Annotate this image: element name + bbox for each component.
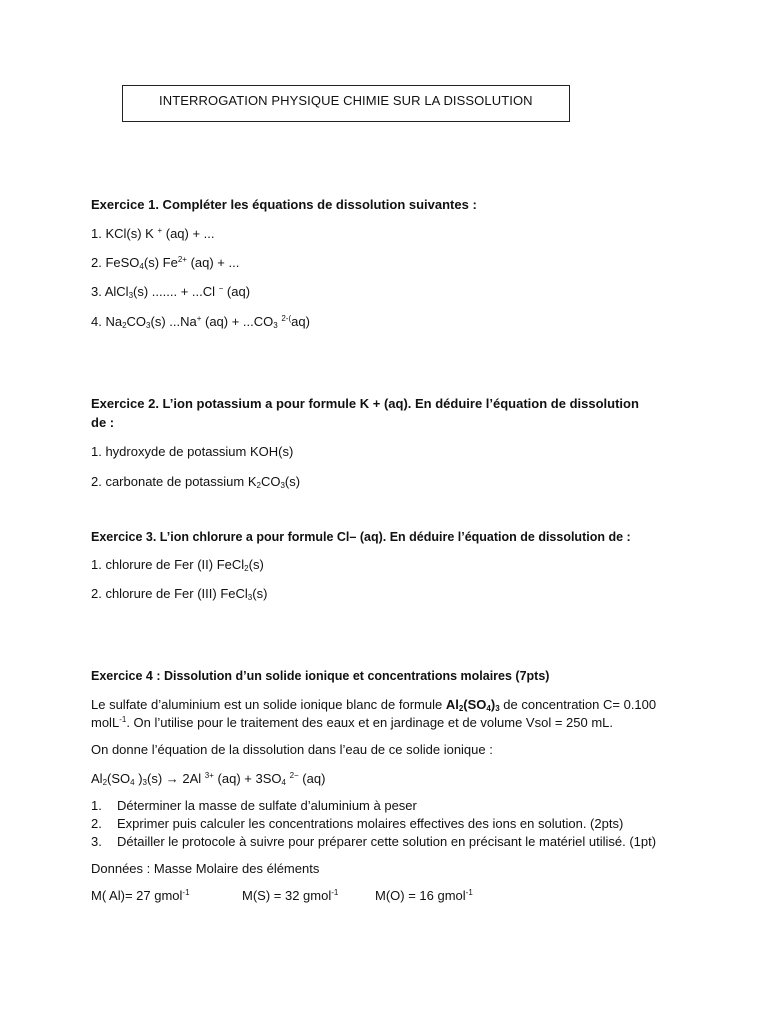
question-item-3: 3. Détailler le protocole à suivre pour préparer cette solution en précisant le matériel utilisé. (1pt) bbox=[91, 834, 657, 849]
exercise-1-line-3: 3. AlCl$_3$(s) ....... + ...Cl − (aq) bbox=[91, 284, 251, 300]
exercise-3-heading: Exercice 3. L’ion chlorure a pour formule Cl– (aq). En déduire l’équation de dissolution de : bbox=[91, 530, 631, 544]
exercise-2-line-1: 1. hydroxyde de potassium KOH(s) bbox=[91, 444, 294, 459]
exercise-4-heading: Exercice 4 : Dissolution d’un solide ionique et concentrations molaires (7pts) bbox=[91, 669, 550, 683]
exercise-4-paragraph-line-2: molL$^{-1}$. On l’utilise pour le traitement des eaux et en jardinage et de volume Vsol = 250 mL. bbox=[91, 715, 614, 730]
exercise-1-line-1: 1. KCl(s) K + (aq) + ... bbox=[91, 226, 215, 241]
question-item-2: 2. Exprimer puis calculer les concentrations molaires effectives des ions en solution. (2pts) bbox=[91, 816, 624, 831]
question-item-1: 1. Déterminer la masse de sulfate d’aluminium à peser bbox=[91, 798, 417, 813]
exercise-4-paragraph-line-1: Le sulfate d’aluminium est un solide ionique blanc de formule $Al_2(SO_4)_3$ de concentration C= 0.100 bbox=[91, 697, 657, 713]
formula-aluminium-sulfate: $Al_2(SO_4)_3$ bbox=[445, 697, 500, 713]
document-title: INTERROGATION PHYSIQUE CHIMIE SUR LA DISSOLUTION bbox=[159, 93, 533, 108]
exercise-4-paragraph-line-3: On donne l’équation de la dissolution dans l’eau de ce solide ionique : bbox=[91, 742, 493, 757]
exercise-1-line-4: 4. $Na_2CO_3(s)$ ...Na+ $(aq) + ...CO_3$ $^{2-(}$aq) bbox=[91, 314, 310, 330]
title-box bbox=[122, 85, 570, 122]
molar-mass-s: M(S) = 32 gmol$^{-1}$ bbox=[242, 888, 339, 903]
exercise-2-heading: Exercice 2. L’ion potassium a pour formule K + (aq). En déduire l’équation de dissolution bbox=[91, 396, 639, 411]
donnees-heading: Données : Masse Molaire des éléments bbox=[91, 861, 320, 876]
exercise-1-line-2: 2. FeSO$_4$(s) $Fe^{2+}$ (aq) + ... bbox=[91, 255, 240, 271]
exercise-3-line-1: 1. chlorure de Fer (II) FeCl$_2$(s) bbox=[91, 557, 264, 573]
dissolution-equation: $Al_2(SO_4$ )$_3(s) \to 2Al$ $^{3+}$ $(aq) + 3SO_4$ $^{2-}$ (aq) bbox=[91, 771, 326, 787]
molar-mass-o: M(O) = 16 gmol$^{-1}$ bbox=[375, 888, 473, 903]
exercise-1-heading: Exercice 1. Compléter les équations de dissolution suivantes : bbox=[91, 197, 477, 212]
molar-mass-al: M( Al)= 27 gmol$^{-1}$ bbox=[91, 888, 190, 903]
exercise-2-heading-continued: de : bbox=[91, 415, 115, 430]
exercise-3-line-2: 2. chlorure de Fer (III) FeCl$_3$(s) bbox=[91, 586, 268, 602]
exercise-2-line-2: 2. carbonate de potassium $K_2CO_3(s)$ bbox=[91, 474, 301, 490]
